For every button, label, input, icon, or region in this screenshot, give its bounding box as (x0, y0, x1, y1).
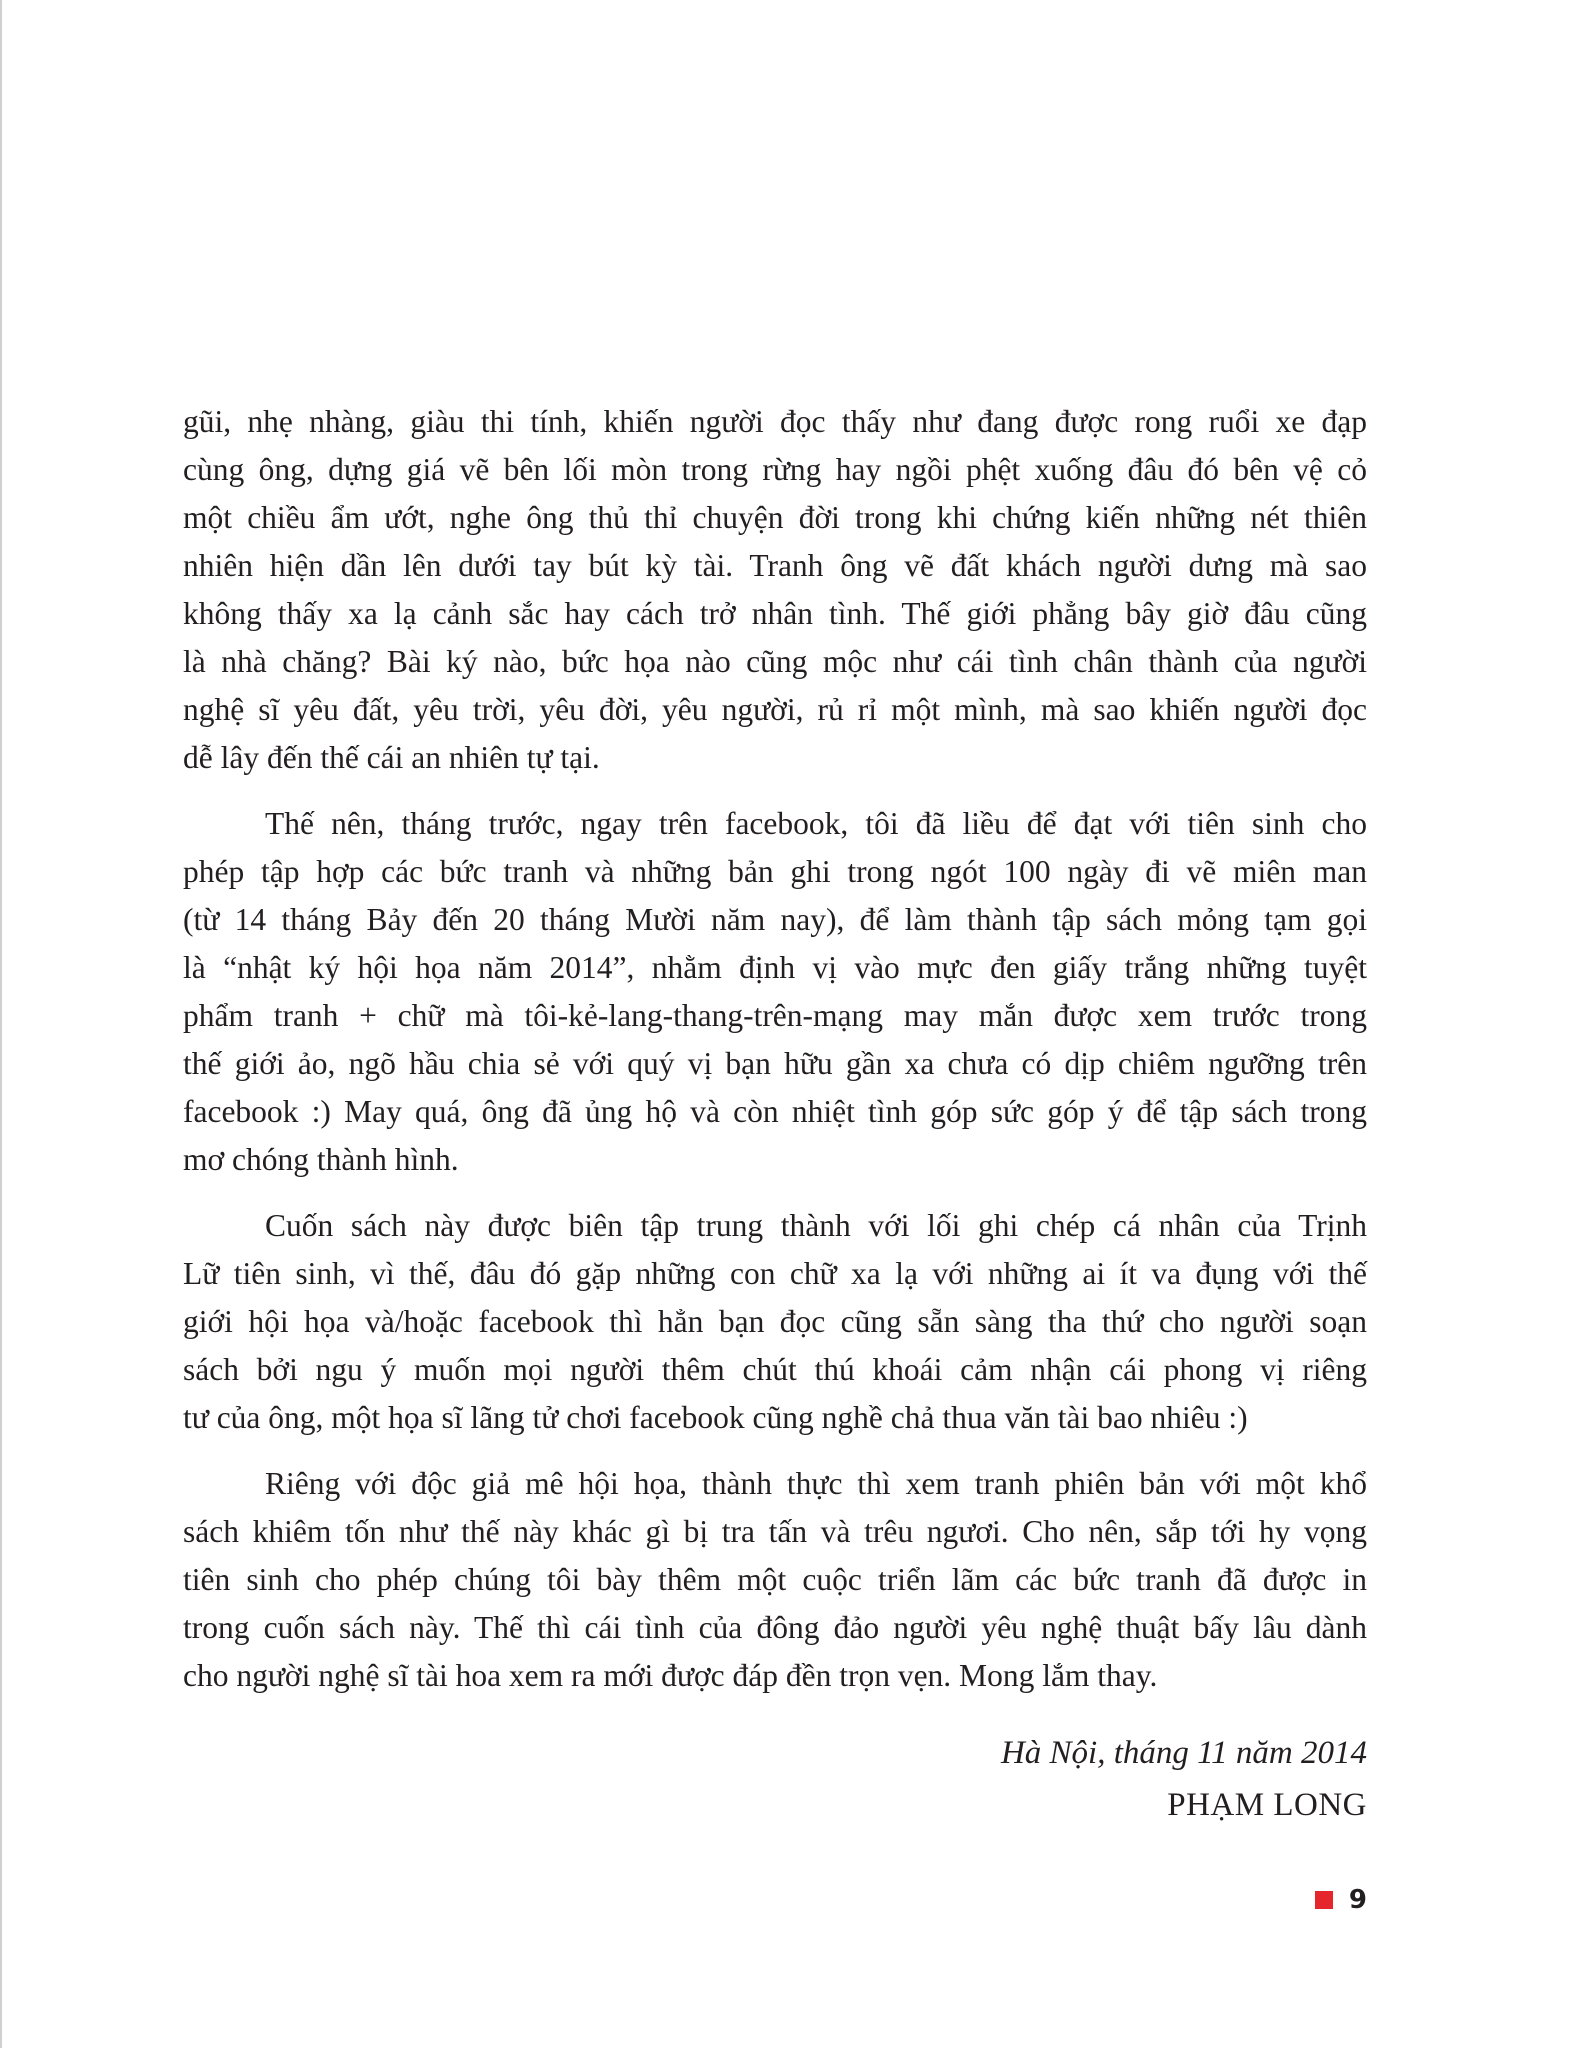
text-line: không thấy xa lạ cảnh sắc hay cách trở nhân tình. Thế giới phẳng bây giờ đâu cũng (183, 596, 1367, 631)
signature-author: PHẠM LONG (1167, 1787, 1367, 1823)
text-line: giới hội họa và/hoặc facebook thì hẳn bạn đọc cũng sẵn sàng tha thứ cho người soạn (183, 1304, 1367, 1339)
text-line: phép tập hợp các bức tranh và những bản ghi trong ngót 100 ngày đi vẽ miên man (183, 854, 1367, 889)
text-line: facebook :) May quá, ông đã ủng hộ và còn nhiệt tình góp sức góp ý để tập sách trong (183, 1094, 1367, 1129)
text-line: Thế nên, tháng trước, ngay trên facebook, tôi đã liều để đạt với tiên sinh cho (265, 806, 1367, 841)
text-line: nghệ sĩ yêu đất, yêu trời, yêu đời, yêu người, rủ rỉ một mình, mà sao khiến người đọc (183, 692, 1367, 727)
page-footer (1315, 1880, 1367, 1920)
text-line: nhiên hiện dần lên dưới tay bút kỳ tài. Tranh ông vẽ đất khách người dưng mà sao (183, 548, 1367, 583)
paragraph-3 (183, 1202, 1367, 1442)
text-line: gũi, nhẹ nhàng, giàu thi tính, khiến người đọc thấy như đang được rong ruổi xe đạp (183, 404, 1367, 439)
text-line: tiên sinh cho phép chúng tôi bày thêm một cuộc triển lãm các bức tranh đã được in (183, 1562, 1367, 1597)
text-line: (từ 14 tháng Bảy đến 20 tháng Mười năm nay), để làm thành tập sách mỏng tạm gọi (183, 902, 1367, 937)
text-line: mơ chóng thành hình. (183, 1142, 459, 1177)
text-line: sách bởi ngu ý muốn mọi người thêm chút thú khoái cảm nhận cái phong vị riêng (183, 1352, 1367, 1387)
signature-block (1001, 1727, 1367, 1831)
text-line: trong cuốn sách này. Thế thì cái tình của đông đảo người yêu nghệ thuật bấy lâu dành (183, 1610, 1367, 1645)
red-square-icon (1315, 1891, 1333, 1909)
text-line: là nhà chăng? Bài ký nào, bức họa nào cũng mộc như cái tình chân thành của người (183, 644, 1367, 679)
text-line: một chiều ẩm ướt, nghe ông thủ thỉ chuyện đời trong khi chứng kiến những nét thiên (183, 500, 1367, 535)
text-line: phẩm tranh + chữ mà tôi-kẻ-lang-thang-trên-mạng may mắn được xem trước trong (183, 998, 1367, 1033)
text-line: cùng ông, dựng giá vẽ bên lối mòn trong rừng hay ngồi phệt xuống đâu đó bên vệ cỏ (183, 452, 1367, 487)
text-line: Cuốn sách này được biên tập trung thành với lối ghi chép cá nhân của Trịnh (265, 1208, 1367, 1243)
text-line: là “nhật ký hội họa năm 2014”, nhằm định vị vào mực đen giấy trắng những tuyệt (183, 950, 1367, 985)
signature-place-date: Hà Nội, tháng 11 năm 2014 (1000, 1735, 1367, 1771)
page-edge (0, 0, 2, 2048)
body-text (183, 398, 1367, 1700)
text-line: thế giới ảo, ngõ hầu chia sẻ với quý vị bạn hữu gần xa chưa có dịp chiêm ngưỡng trên (183, 1046, 1367, 1081)
paragraph-4 (183, 1460, 1367, 1700)
paragraph-2 (183, 800, 1367, 1184)
text-line: sách khiêm tốn như thế này khác gì bị tra tấn và trêu ngươi. Cho nên, sắp tới hy vọng (183, 1514, 1367, 1549)
text-line: dễ lây đến thế cái an nhiên tự tại. (183, 740, 600, 775)
text-line: tư của ông, một họa sĩ lãng tử chơi facebook cũng nghề chả thua văn tài bao nhiêu :) (183, 1400, 1248, 1435)
text-line: Riêng với độc giả mê hội họa, thành thực thì xem tranh phiên bản với một khổ (265, 1466, 1367, 1501)
page-number: 9 (1348, 1885, 1367, 1915)
paragraph-1 (183, 398, 1367, 782)
text-line: Lữ tiên sinh, vì thế, đâu đó gặp những con chữ xa lạ với những ai ít va đụng với thế (183, 1256, 1367, 1291)
text-line: cho người nghệ sĩ tài hoa xem ra mới được đáp đền trọn vẹn. Mong lắm thay. (183, 1658, 1158, 1693)
